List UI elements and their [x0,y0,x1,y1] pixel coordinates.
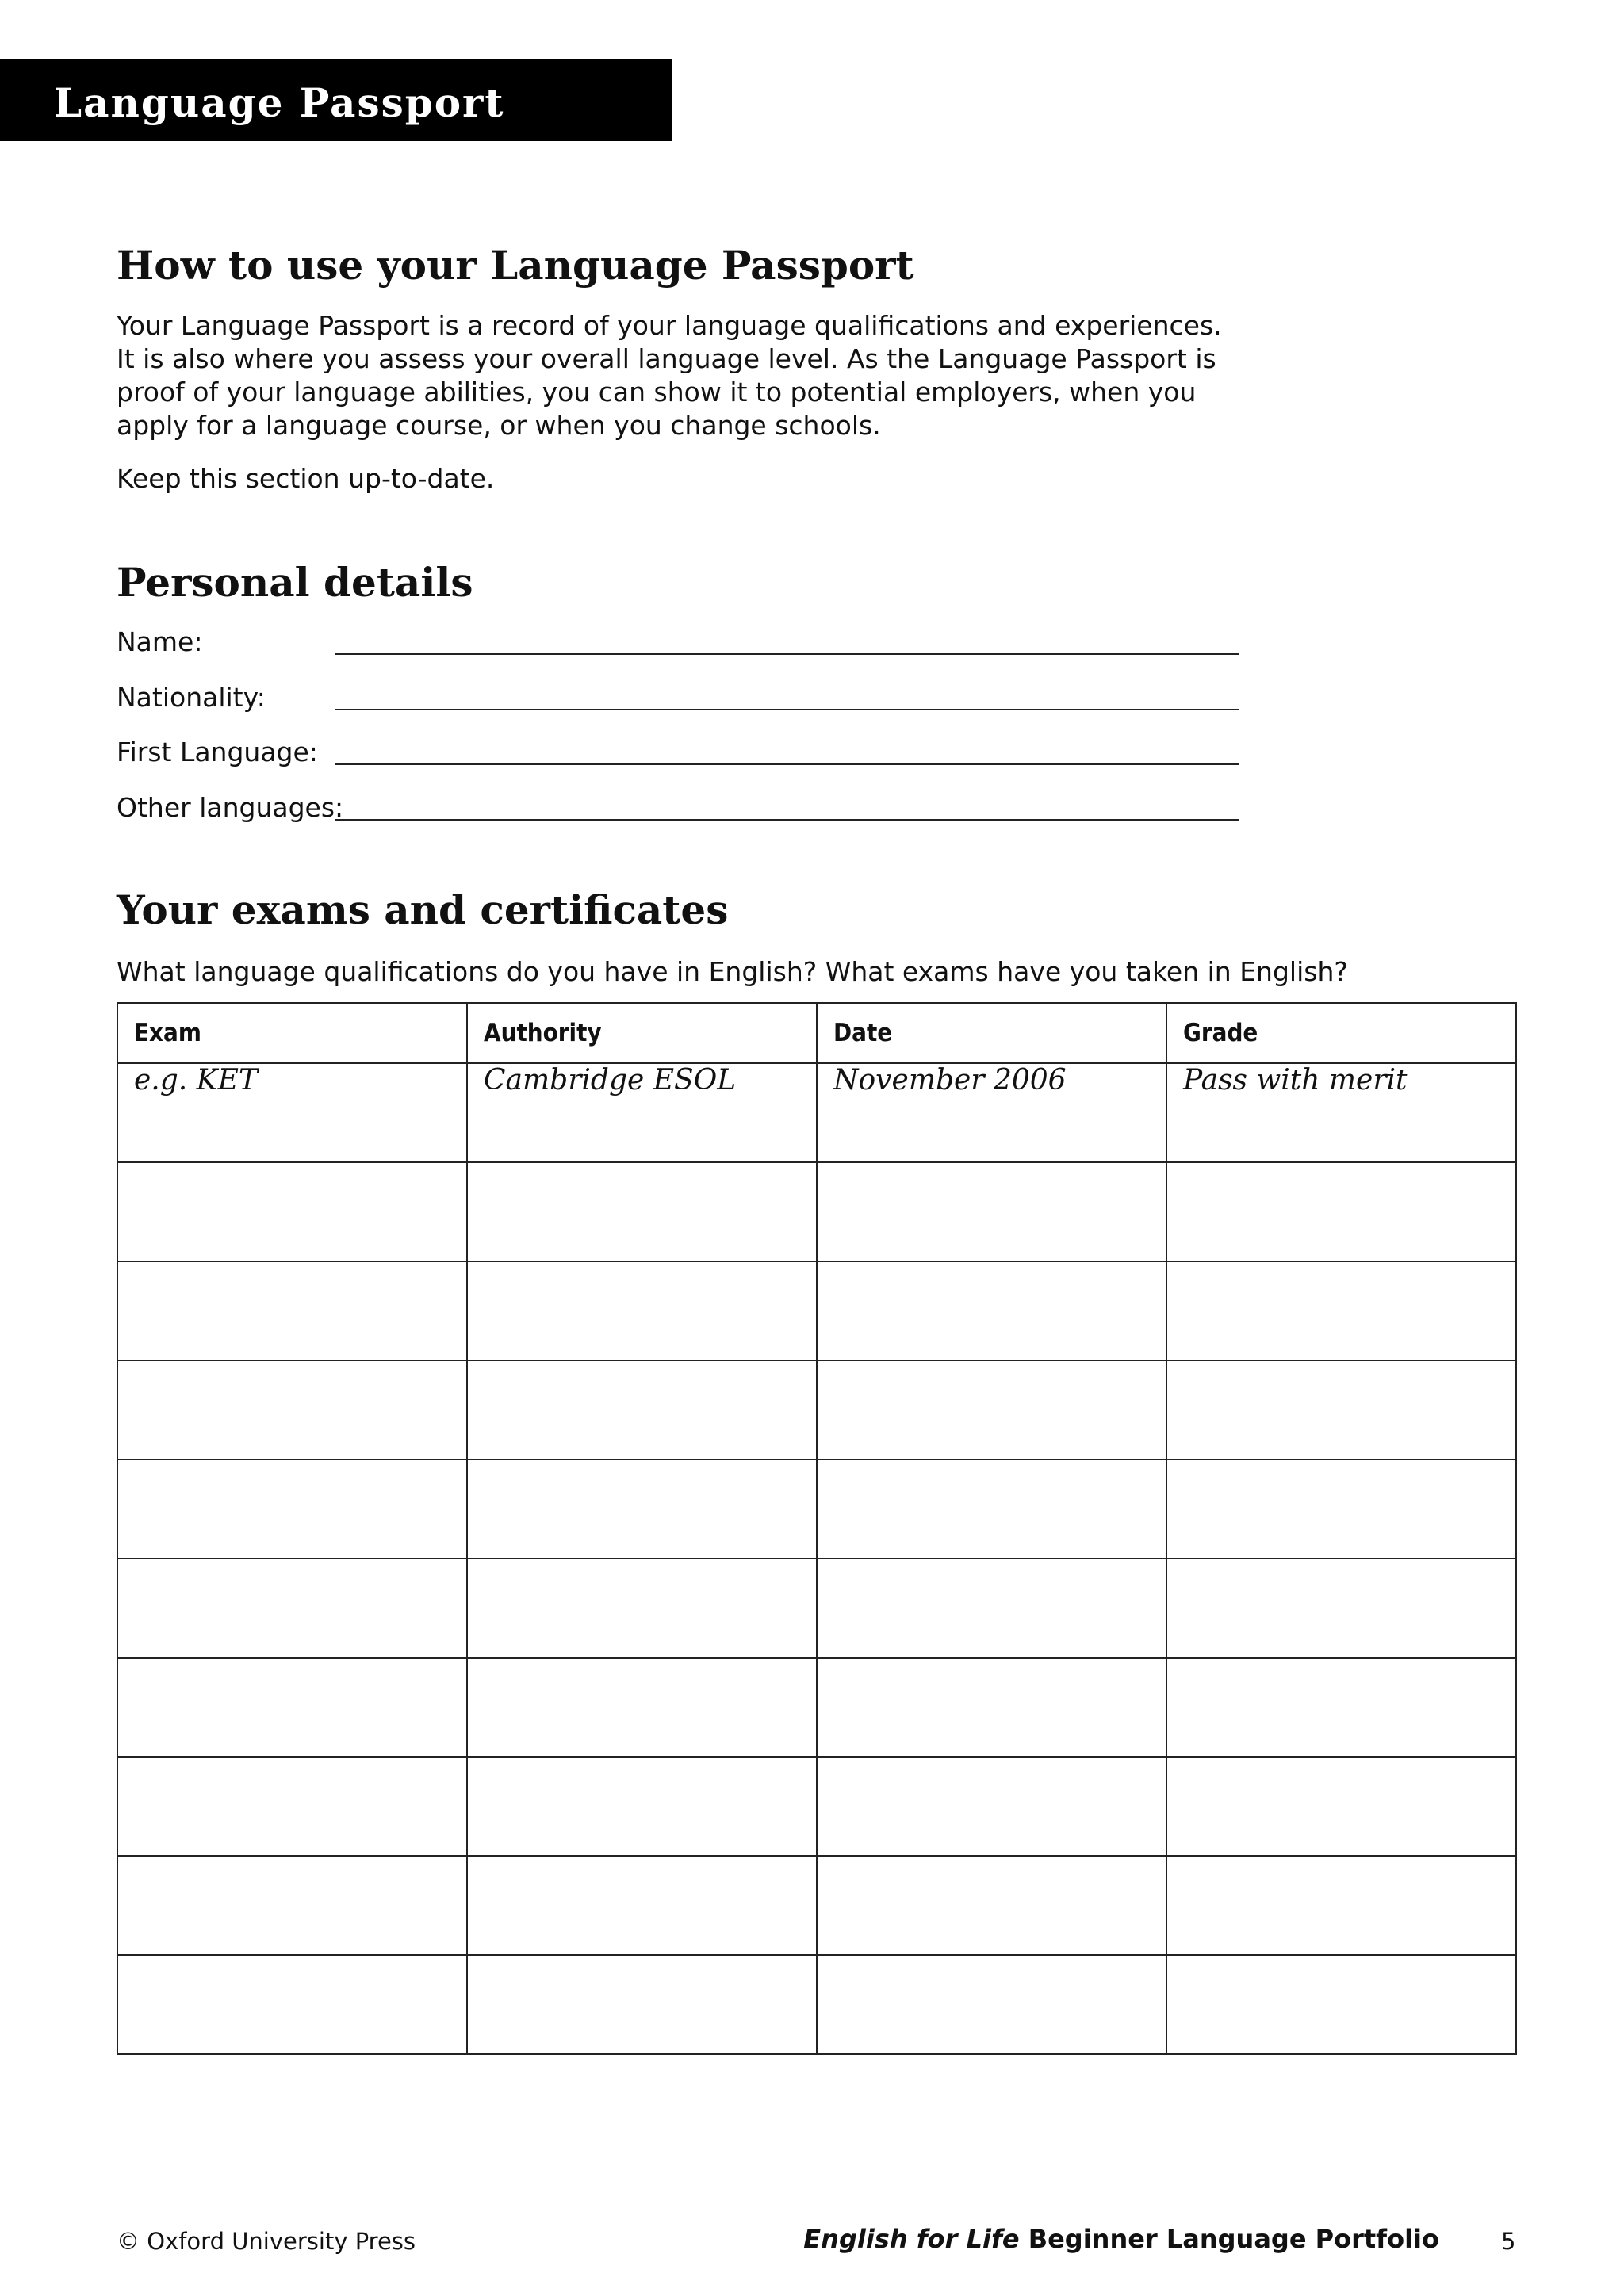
page-number: 5 [1501,2228,1516,2255]
grade-cell[interactable] [1166,1360,1516,1460]
grade-cell[interactable] [1166,1856,1516,1955]
name-label: Name: [117,626,203,657]
copyright-notice: © Oxford University Press [117,2228,416,2255]
table-row [117,1856,1516,1955]
exam-cell[interactable] [117,1955,467,2054]
authority-cell[interactable] [467,1559,817,1658]
table-row [117,1162,1516,1261]
grade-cell[interactable] [1166,1559,1516,1658]
date-cell[interactable] [817,1955,1166,2054]
how-to-body: Your Language Passport is a record of your language qualifications and experiences. It is also where you assess your overall language level. As the Language Passport is proof of your language abilities, you can show it to potential employers, when you apply for a language course, or when you change schools. [117,310,1222,441]
column-header-exam: Exam [117,1003,467,1063]
table-row [117,1360,1516,1460]
table-row [117,1261,1516,1360]
exam-cell[interactable] [117,1261,467,1360]
exams-question: What language qualifications do you have in English? What exams have you taken in English? [117,956,1348,987]
grade-cell[interactable] [1166,1261,1516,1360]
exam-cell[interactable] [117,1460,467,1559]
table-header-row [117,1003,1516,1063]
exams-heading: Your exams and certificates [117,886,729,933]
exam-cell[interactable] [117,1559,467,1658]
example-exam: e.g. KET [117,1063,467,1162]
date-cell[interactable] [817,1460,1166,1559]
table-row [117,1460,1516,1559]
book-title [803,2224,1439,2254]
authority-cell[interactable] [467,1658,817,1757]
authority-cell[interactable] [467,1757,817,1856]
table-row [117,1658,1516,1757]
other-languages-label: Other languages: [117,792,344,823]
column-header-grade: Grade [1166,1003,1516,1063]
first-language-field[interactable] [335,763,1239,765]
personal-details-heading: Personal details [117,559,473,606]
name-field[interactable] [335,653,1239,655]
example-row [117,1063,1516,1162]
authority-cell[interactable] [467,1955,817,2054]
table-row [117,1955,1516,2054]
date-cell[interactable] [817,1757,1166,1856]
grade-cell[interactable] [1166,1162,1516,1261]
date-cell[interactable] [817,1856,1166,1955]
book-title-italic: English for Life [803,2224,1020,2254]
date-cell[interactable] [817,1360,1166,1460]
nationality-field[interactable] [335,709,1239,710]
grade-cell[interactable] [1166,1955,1516,2054]
column-header-date: Date [817,1003,1166,1063]
authority-cell[interactable] [467,1856,817,1955]
first-language-label: First Language: [117,737,318,767]
table-row [117,1559,1516,1658]
example-grade: Pass with merit [1166,1063,1516,1162]
date-cell[interactable] [817,1261,1166,1360]
authority-cell[interactable] [467,1162,817,1261]
grade-cell[interactable] [1166,1658,1516,1757]
date-cell[interactable] [817,1559,1166,1658]
example-authority: Cambridge ESOL [467,1063,817,1162]
date-cell[interactable] [817,1162,1166,1261]
grade-cell[interactable] [1166,1757,1516,1856]
section-banner [0,59,672,141]
exam-cell[interactable] [117,1757,467,1856]
exam-cell[interactable] [117,1162,467,1261]
grade-cell[interactable] [1166,1460,1516,1559]
book-title-rest: Beginner Language Portfolio [1019,2224,1439,2254]
table-row [117,1757,1516,1856]
example-date: November 2006 [817,1063,1166,1162]
banner-title: Language Passport [54,79,505,126]
how-to-note: Keep this section up-to-date. [117,463,495,494]
date-cell[interactable] [817,1658,1166,1757]
nationality-label: Nationality: [117,682,266,713]
exams-table [117,1002,1517,2055]
exam-cell[interactable] [117,1658,467,1757]
authority-cell[interactable] [467,1360,817,1460]
exam-cell[interactable] [117,1360,467,1460]
authority-cell[interactable] [467,1460,817,1559]
how-to-heading: How to use your Language Passport [117,242,914,289]
other-languages-field[interactable] [335,819,1239,821]
exam-cell[interactable] [117,1856,467,1955]
column-header-authority: Authority [467,1003,817,1063]
authority-cell[interactable] [467,1261,817,1360]
